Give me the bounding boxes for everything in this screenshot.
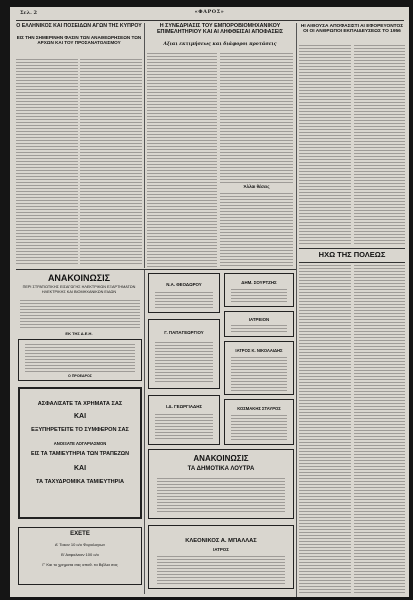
- savings-kai2: ΚΑΙ: [73, 465, 87, 472]
- doctor-text: [157, 556, 285, 584]
- right-ad-1-text: [231, 289, 287, 303]
- echete-box: [18, 527, 142, 585]
- savings-line2: ΕΞΥΠΗΡΕΤΕΙΤΕ ΤΟ ΣΥΜΦΕΡΟΝ ΣΑΣ: [31, 427, 129, 433]
- right-ad-1-title: ΔΗΜ. ΣΟΥΡΤΖΗΣ: [241, 280, 277, 285]
- savings-line1: ΑΣΦΑΛΙΣΑΤΕ ΤΑ ΧΡΗΜΑΤΑ ΣΑΣ: [37, 401, 123, 407]
- echo-title: ΗΧΩ ΤΗΣ ΠΟΛΕΩΣ: [318, 250, 386, 259]
- col2-text-right-bottom: [220, 193, 293, 267]
- col1-headline: Ο ΕΛΛΗΝΙΚΟΣ ΚΑΙ ΠΟΣΕΙΔΩΝ ΑΓΩΝ ΤΗΣ ΚΥΠΡΟΥ: [16, 23, 142, 29]
- echete-b: Β' Ασφαλειαν 100 ο/ο: [61, 552, 99, 557]
- echete-a: Α' Τοκον 10 ο/ο Φορολογιων: [54, 542, 106, 547]
- col3-headline: ΗΙ ΑΙΘΟΥΣΑ ΑΠΟΦΑΣΙΣΤΙ ΑΙ ΕΦΟΡΕΥΟΝΤΟΣ ΟΙ ΟΙ ΑΝΘΡΩΠΟΙ ΕΚΠΑΙΔΕΥΣΕΩΣ ΤΟ 1956: [300, 24, 404, 35]
- col1-subhead: ΕΙΣ ΤΗΝ ΣΗΜΕΡΙΝΗΝ ΦΑΣΙΝ ΤΩΝ ΑΝΑΘΕΩΡΗΣΕΩΝ ΤΩΝ ΑΡΧΩΝ ΚΑΙ ΤΟΥ ΠΡΟΣΑΝΑΤΟΛΙΣΜΟΥ: [16, 35, 142, 45]
- right-ad-3: [224, 341, 294, 395]
- right-ad-2: [224, 311, 294, 337]
- small-ad-1-title: Ν.Α. ΘΕΟΔΩΡΟΥ: [166, 282, 202, 287]
- small-ad-3-title: Ι.Δ. ΓΕΩΡΓΙΑΔΗΣ: [165, 404, 203, 409]
- small-ad-3: [148, 395, 220, 445]
- baths-ad: [148, 449, 294, 519]
- notice-subtitle: ΠΕΡΙ ΣΤΡΑΤΙΩΤΙΚΗΣ ΕΙΣΑΓΩΓΗΣ ΗΛΕΚΤΡΙΚΩΝ ΕΞΑΡΤΗΜΑΤΩΝ ΗΛΕΚΤΡΙΚΗΣ ΚΑΙ ΒΙΟΜΗΧΑΝΙΚΩΝ ΕΙΔΩΝ: [22, 285, 136, 294]
- col2-text-left: [147, 53, 217, 267]
- right-ad-2-title: ΙΑΤΡΕΙΟΝ: [248, 317, 270, 322]
- notice-signature: ΕΚ ΤΗΣ Δ.Ε.Η.: [65, 331, 93, 336]
- right-ad-1: [224, 273, 294, 307]
- boxed-notice-text: [25, 344, 135, 372]
- right-ad-3-title: ΙΑΤΡΟΣ Κ. ΝΙΚΟΛΑΙΔΗΣ: [235, 348, 283, 353]
- doctor-ad: [148, 525, 294, 589]
- boxed-notice: [18, 339, 142, 381]
- col3-rule: [299, 248, 405, 249]
- right-ad-2-text: [231, 325, 287, 334]
- savings-ad: [18, 387, 142, 519]
- col1-text-left: [16, 59, 78, 265]
- small-ad-1: [148, 273, 220, 313]
- right-ad-4-title: ΚΟΣΜΑΚΗΣ ΣΤΑΥΡΟΣ: [237, 406, 281, 411]
- col3-text-right: [354, 45, 405, 245]
- notice-text: [20, 300, 140, 328]
- doctor-name: ΚΛΕΟΝΙΚΟΣ Α. ΜΠΑΛΛΑΣ: [185, 538, 257, 544]
- baths-subtitle: ΤΑ ΔΗΜΟΤΙΚΑ ΛΟΥΤΡΑ: [187, 466, 255, 472]
- column-divider: [144, 269, 145, 594]
- small-ad-2-title: Γ. ΠΑΠΑΓΕΩΡΓΙΟΥ: [164, 330, 204, 335]
- small-ad-2-text: [155, 342, 213, 382]
- page-header: [10, 9, 409, 19]
- savings-line4: ΕΙΣ ΤΑ ΤΑΜΙΕΥΤΗΡΙΑ ΤΩΝ ΤΡΑΠΕΖΩΝ: [30, 451, 130, 457]
- col1-text-right: [80, 59, 142, 265]
- echete-c: Γ' Και το χρηματα σας αποθ. τα Βιβλια σας: [42, 562, 118, 567]
- column-divider: [296, 23, 297, 597]
- right-ad-3-text: [231, 357, 287, 391]
- right-ad-4-text: [231, 415, 287, 441]
- col2-headline: Η ΣΥΝΕΔΡΙΑΣΙΣ ΤΟΥ ΕΜΠΟΡΟΒΙΟΜΗΧΑΝΙΚΟΥ ΕΠΙΜΕΛΗΤΗΡΙΟΥ ΚΑΙ ΑΙ ΛΗΦΘΕΙΣΑΙ ΑΠΟΦΑΣΕΙΣ: [156, 23, 284, 35]
- col3-rule: [299, 262, 405, 263]
- notice-title: ΑΝΑΚΟΙΝΩΣΙΣ: [47, 273, 111, 283]
- savings-kai1: ΚΑΙ: [73, 413, 87, 420]
- doctor-title: ΙΑΤΡΟΣ: [213, 547, 229, 552]
- echo-text-left: [299, 265, 351, 593]
- col2-subhead: Αξιαι εκτιμήσεως και διάφοροι προτάσεις: [163, 42, 277, 47]
- newspaper-page: [10, 7, 409, 597]
- savings-line5: ΤΑ ΤΑΧΥΔΡΟΜΙΚΑ ΤΑΜΙΕΥΤΗΡΙΑ: [35, 479, 125, 485]
- col2-section-title: Άλλαι θέσεις: [243, 184, 270, 189]
- small-ad-3-text: [155, 414, 213, 440]
- header-rule: [16, 20, 404, 21]
- echo-text-right: [354, 265, 405, 593]
- right-ad-4: [224, 399, 294, 445]
- column-divider: [144, 23, 145, 268]
- echete-title: ΕΧΕΤΕ: [70, 531, 90, 537]
- ads-rule: [16, 269, 296, 270]
- masthead: «ΦΑΡΟΣ»: [194, 9, 225, 15]
- small-ad-2: [148, 319, 220, 389]
- boxed-notice-signature: Ο ΠΡΟΕΔΡΟΣ: [68, 374, 92, 378]
- baths-text: [157, 478, 285, 514]
- col3-text-left: [299, 45, 351, 245]
- savings-line3: ΑΝΟΙΞΑΤΕ ΛΟΓΑΡΙΑΣΜΟΝ: [53, 441, 107, 446]
- col2-text-right-top: [220, 53, 293, 183]
- page-number: Σελ. 2: [20, 10, 38, 16]
- baths-title: ΑΝΑΚΟΙΝΩΣΙΣ: [193, 454, 249, 463]
- small-ad-1-text: [155, 292, 213, 308]
